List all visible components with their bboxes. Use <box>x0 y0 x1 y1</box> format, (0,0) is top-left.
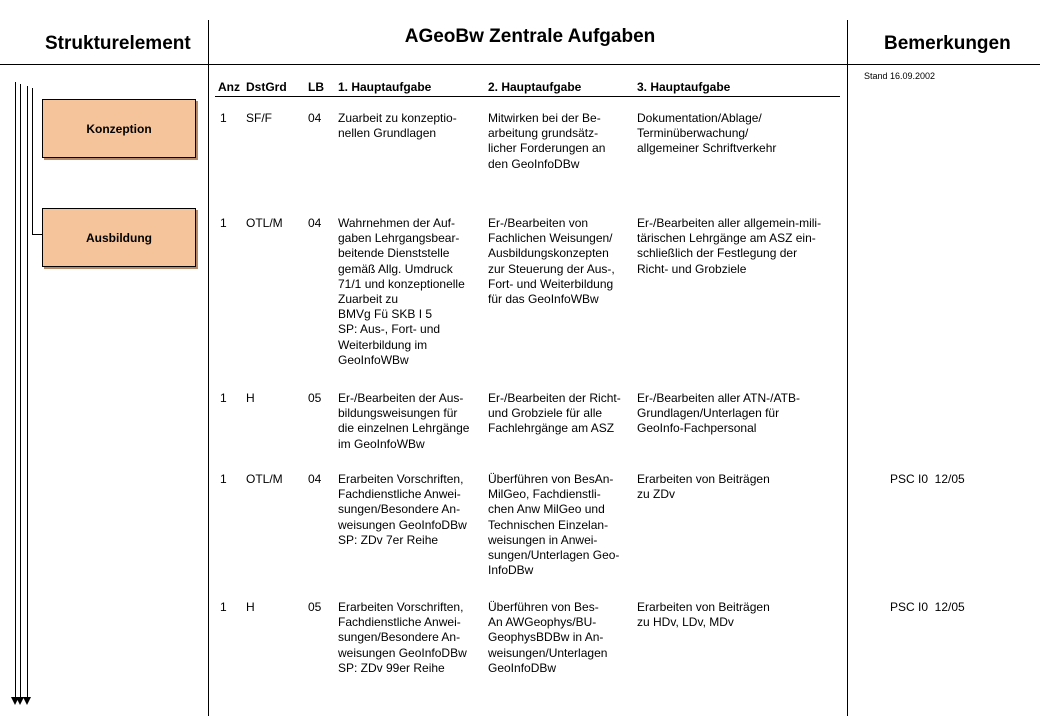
col-task3: 3. Hauptaufgabe <box>637 80 731 94</box>
row1-anz: 1 <box>220 111 227 125</box>
row3-lb: 05 <box>308 391 322 405</box>
arrow-down-icon <box>23 697 31 705</box>
row5-task2: Überführen von Bes- An AWGeophys/BU- GeophysBDBw in An- weisungen/Unterlagen GeoInfoDBw <box>488 600 608 675</box>
row4-task2: Überführen von BesAn- MilGeo, Fachdienstli- chen Anw MilGeo und Technischen Einzelan- weisungen in Anwei- sungen/Unterlagen Geo- InfoDBw <box>488 472 620 578</box>
row4-dstgrd: OTL/M <box>246 472 283 486</box>
col-anz: Anz <box>218 80 240 94</box>
col-task1: 1. Hauptaufgabe <box>338 80 432 94</box>
row5-lb: 05 <box>308 600 322 614</box>
row2-dstgrd: OTL/M <box>246 216 283 230</box>
row2-task3: Er-/Bearbeiten aller allgemein-mili- tärischen Lehrgänge am ASZ ein- schließlich der Festlegung der Richt- und Grobziele <box>637 216 822 276</box>
row5-task1: Erarbeiten Vorschriften, Fachdienstliche Anwei- sungen/Besondere An- weisungen GeoInfoDBw SP: ZDv 99er Reihe <box>338 600 467 675</box>
row3-dstgrd: H <box>246 391 255 405</box>
row5-task3: Erarbeiten von Beiträgen zu HDv, LDv, MDv <box>637 600 770 630</box>
page-title: AGeoBw Zentrale Aufgaben <box>404 26 656 47</box>
structure-box-ausbildung: Ausbildung <box>42 208 196 267</box>
col-dstgrd: DstGrd <box>246 80 287 94</box>
row4-task3: Erarbeiten von Beiträgen zu ZDv <box>637 472 770 502</box>
row3-task3: Er-/Bearbeiten aller ATN-/ATB- Grundlagen/Unterlagen für GeoInfo-Fachpersonal <box>637 391 800 436</box>
connector-vertical <box>32 88 33 234</box>
row3-task2: Er-/Bearbeiten der Richt- und Grobziele für alle Fachlehrgänge am ASZ <box>488 391 621 436</box>
structure-element-heading: Strukturelement <box>45 33 191 54</box>
row3-anz: 1 <box>220 391 227 405</box>
row1-task2: Mitwirken bei der Be- arbeitung grundsätz- licher Forderungen an den GeoInfoDBw <box>488 111 606 171</box>
column-header-rule <box>215 96 840 97</box>
row2-anz: 1 <box>220 216 227 230</box>
arrow-line-outer <box>15 82 16 699</box>
arrow-line-inner <box>27 86 28 699</box>
left-divider <box>208 20 209 716</box>
row1-task3: Dokumentation/Ablage/ Terminüberwachung/ allgemeiner Schriftverkehr <box>637 111 777 156</box>
row5-anz: 1 <box>220 600 227 614</box>
remarks-heading: Bemerkungen <box>884 33 1011 54</box>
row2-lb: 04 <box>308 216 322 230</box>
arrow-line-mid <box>20 84 21 699</box>
row3-task1: Er-/Bearbeiten der Aus- bildungsweisungen für die einzelnen Lehrgänge im GeoInfoWBw <box>338 391 470 451</box>
structure-box-konzeption: Konzeption <box>42 99 196 158</box>
connector-horizontal <box>32 234 42 235</box>
header-rule <box>0 64 1040 65</box>
row4-remark: PSC I0 12/05 <box>890 472 965 486</box>
col-lb: LB <box>308 80 324 94</box>
row1-lb: 04 <box>308 111 322 125</box>
row1-task1: Zuarbeit zu konzeptio- nellen Grundlagen <box>338 111 457 141</box>
row4-lb: 04 <box>308 472 322 486</box>
row1-dstgrd: SF/F <box>246 111 272 125</box>
row2-task1: Wahrnehmen der Auf- gaben Lehrgangsbear- beitende Dienststelle gemäß Allg. Umdruck 71/1 und konzeptionelle Zuarbeit zu BMVg Fü SKB I 5 SP: Aus-, Fort- und Weiterbildung im GeoInfoWBw <box>338 216 465 367</box>
row5-dstgrd: H <box>246 600 255 614</box>
col-task2: 2. Hauptaufgabe <box>488 80 582 94</box>
date-stamp: Stand 16.09.2002 <box>864 71 936 81</box>
row4-anz: 1 <box>220 472 227 486</box>
row5-remark: PSC I0 12/05 <box>890 600 965 614</box>
row4-task1: Erarbeiten Vorschriften, Fachdienstliche Anwei- sungen/Besondere An- weisungen GeoInfoDBw SP: ZDv 7er Reihe <box>338 472 467 547</box>
right-divider <box>847 20 848 716</box>
row2-task2: Er-/Bearbeiten von Fachlichen Weisungen/ Ausbildungskonzepten zur Steuerung der Aus-, Fort- und Weiterbildung für das GeoInfoWBw <box>488 216 615 307</box>
